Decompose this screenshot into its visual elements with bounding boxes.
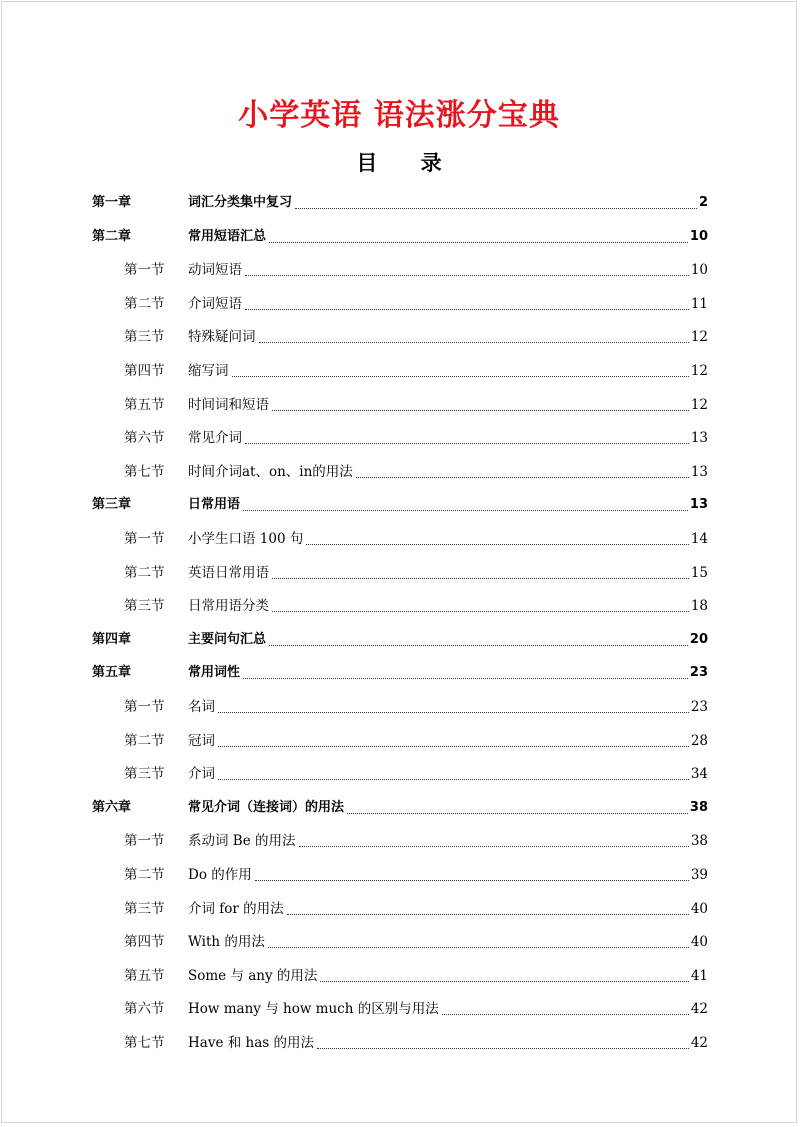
toc-page-number: 34	[690, 766, 708, 783]
toc-page-number: 2	[698, 195, 708, 210]
toc-dot-leader	[232, 376, 689, 377]
toc-entry-label: 第三节	[124, 329, 165, 346]
toc-entry-label: 第三节	[124, 598, 165, 615]
toc-section-row[interactable]	[2, 728, 798, 750]
toc-dot-leader	[218, 746, 689, 747]
toc-chapter-row[interactable]	[2, 795, 798, 817]
toc-entry-label: 第四节	[124, 934, 165, 951]
toc-dot-leader	[299, 846, 689, 847]
toc-section-row[interactable]	[2, 291, 798, 313]
toc-heading: 目 录	[356, 150, 442, 175]
toc-entry-label: 第一节	[124, 262, 165, 279]
toc-dot-leader	[269, 242, 688, 243]
toc-entry-label: 第七节	[124, 463, 165, 480]
toc-dot-leader	[317, 1048, 689, 1049]
toc-section-row[interactable]	[2, 358, 798, 380]
toc-entry-label: 第四章	[92, 631, 132, 647]
toc-dot-leader	[347, 813, 688, 814]
toc-section-row[interactable]	[2, 459, 798, 481]
toc-page-number: 12	[690, 363, 708, 379]
toc-entry-title: 动词短语	[188, 262, 242, 279]
toc-page-number: 23	[689, 665, 708, 681]
toc-entry-title: 特殊疑问词	[188, 329, 256, 346]
toc-entry-title: 小学生口语 100 句	[188, 531, 304, 547]
toc-dot-leader	[255, 880, 689, 881]
toc-entry-title: 词汇分类集中复习	[188, 195, 293, 210]
toc-entry-title: 时间介词at、on、in的用法	[188, 463, 353, 480]
toc-dot-leader	[245, 275, 689, 276]
toc-dot-leader	[272, 578, 689, 579]
toc-entry-label: 第四节	[124, 363, 165, 379]
toc-entry-label: 第三节	[124, 766, 165, 783]
toc-page-number: 13	[690, 430, 708, 447]
toc-page-number: 14	[690, 531, 708, 547]
toc-page-number: 28	[690, 732, 708, 749]
toc-page-number: 13	[690, 463, 708, 480]
toc-section-row[interactable]	[2, 526, 798, 548]
toc-dot-leader	[287, 914, 689, 915]
toc-entry-label: 第六节	[124, 430, 165, 447]
toc-entry-title: 日常用语	[188, 497, 241, 513]
toc-dot-leader	[243, 678, 688, 679]
toc-entry-title: Do 的作用	[188, 867, 252, 883]
toc-page-number: 13	[689, 497, 708, 513]
toc-dot-leader	[356, 477, 689, 478]
toc-page-number: 42	[690, 1001, 708, 1018]
toc-entry-title: 常用短语汇总	[188, 228, 267, 244]
toc-section-row[interactable]	[2, 828, 798, 850]
toc-section-row[interactable]	[2, 593, 798, 615]
toc-section-row[interactable]	[2, 560, 798, 582]
toc-entry-title: 介词 for 的用法	[188, 900, 284, 917]
toc-entry-title: 系动词 Be 的用法	[188, 833, 296, 850]
toc-section-row[interactable]	[2, 862, 798, 884]
toc-section-row[interactable]	[2, 929, 798, 951]
toc-page-number: 12	[690, 396, 708, 413]
toc-entry-label: 第一章	[92, 195, 132, 210]
toc-entry-label: 第二章	[92, 228, 132, 244]
toc-entry-label: 第二节	[124, 564, 165, 581]
toc-entry-title: 英语日常用语	[188, 564, 269, 581]
toc-entry-title: 常见介词（连接词）的用法	[188, 799, 345, 815]
toc-entry-title: 常用词性	[188, 665, 241, 681]
toc-entry-title: 缩写词	[188, 363, 229, 379]
toc-entry-label: 第五章	[92, 665, 132, 681]
toc-entry-title: 时间词和短语	[188, 396, 269, 413]
toc-entry-label: 第一节	[124, 833, 165, 850]
toc-entry-label: 第六节	[124, 1001, 165, 1018]
toc-page-number: 40	[690, 934, 708, 951]
document-title: 小学英语 语法涨分宝典	[238, 98, 560, 133]
toc-section-row[interactable]	[2, 694, 798, 716]
toc-dot-leader	[218, 712, 689, 713]
toc-entry-title: 主要问句汇总	[188, 631, 267, 647]
toc-dot-leader	[243, 510, 688, 511]
toc-dot-leader	[218, 779, 689, 780]
toc-page-number: 20	[689, 631, 708, 647]
toc-entry-label: 第五节	[124, 396, 165, 413]
toc-page-number: 39	[690, 867, 708, 883]
toc-chapter-row[interactable]	[2, 627, 798, 649]
toc-section-row[interactable]	[2, 425, 798, 447]
toc-chapter-row[interactable]	[2, 492, 798, 514]
toc-section-row[interactable]	[2, 896, 798, 918]
toc-section-row[interactable]	[2, 392, 798, 414]
toc-page-number: 23	[690, 699, 708, 715]
toc-entry-title: With 的用法	[188, 934, 265, 951]
toc-dot-leader	[245, 443, 689, 444]
toc-entry-label: 第六章	[92, 799, 132, 815]
toc-chapter-row[interactable]	[2, 224, 798, 246]
toc-section-row[interactable]	[2, 963, 798, 985]
toc-entry-title: Some 与 any 的用法	[188, 967, 318, 984]
toc-dot-leader	[269, 645, 688, 646]
toc-chapter-row[interactable]	[2, 190, 798, 212]
toc-page-number: 40	[690, 900, 708, 917]
toc-dot-leader	[272, 611, 689, 612]
toc-section-row[interactable]	[2, 996, 798, 1018]
toc-section-row[interactable]	[2, 761, 798, 783]
toc-page-number: 42	[690, 1035, 708, 1051]
toc-page-number: 15	[690, 564, 708, 581]
toc-dot-leader	[320, 981, 689, 982]
toc-page-number: 18	[690, 598, 708, 615]
toc-section-row[interactable]	[2, 1030, 798, 1052]
toc-page-number: 10	[689, 228, 708, 244]
toc-page-number: 11	[690, 295, 708, 312]
toc-entry-label: 第三节	[124, 900, 165, 917]
toc-dot-leader	[306, 544, 689, 545]
toc-dot-leader	[259, 342, 689, 343]
toc-section-row[interactable]	[2, 324, 798, 346]
toc-entry-label: 第二节	[124, 295, 165, 312]
toc-dot-leader	[268, 947, 689, 948]
toc-entry-title: 介词	[188, 766, 215, 783]
toc-chapter-row[interactable]	[2, 660, 798, 682]
toc-page-number: 10	[690, 262, 708, 279]
toc-entry-title: 日常用语分类	[188, 598, 269, 615]
toc-entry-title: 常见介词	[188, 430, 242, 447]
toc-entry-label: 第一节	[124, 531, 165, 547]
toc-entry-label: 第一节	[124, 699, 165, 715]
toc-dot-leader	[272, 410, 689, 411]
document-page	[1, 1, 797, 1123]
toc-entry-title: Have 和 has 的用法	[188, 1035, 314, 1051]
toc-entry-label: 第三章	[92, 497, 132, 513]
toc-dot-leader	[442, 1014, 689, 1015]
toc-entry-title: 冠词	[188, 732, 215, 749]
toc-entry-label: 第二节	[124, 732, 165, 749]
toc-entry-title: 名词	[188, 699, 215, 715]
toc-entry-title: 介词短语	[188, 295, 242, 312]
toc-section-row[interactable]	[2, 257, 798, 279]
toc-dot-leader	[295, 208, 697, 209]
toc-page-number: 38	[690, 833, 708, 850]
toc-page-number: 12	[690, 329, 708, 346]
toc-entry-label: 第二节	[124, 867, 165, 883]
toc-entry-title: How many 与 how much 的区别与用法	[188, 1001, 439, 1018]
toc-entry-label: 第七节	[124, 1035, 165, 1051]
toc-entry-label: 第五节	[124, 967, 165, 984]
toc-dot-leader	[245, 309, 689, 310]
toc-page-number: 41	[690, 967, 708, 984]
toc-page-number: 38	[689, 799, 708, 815]
